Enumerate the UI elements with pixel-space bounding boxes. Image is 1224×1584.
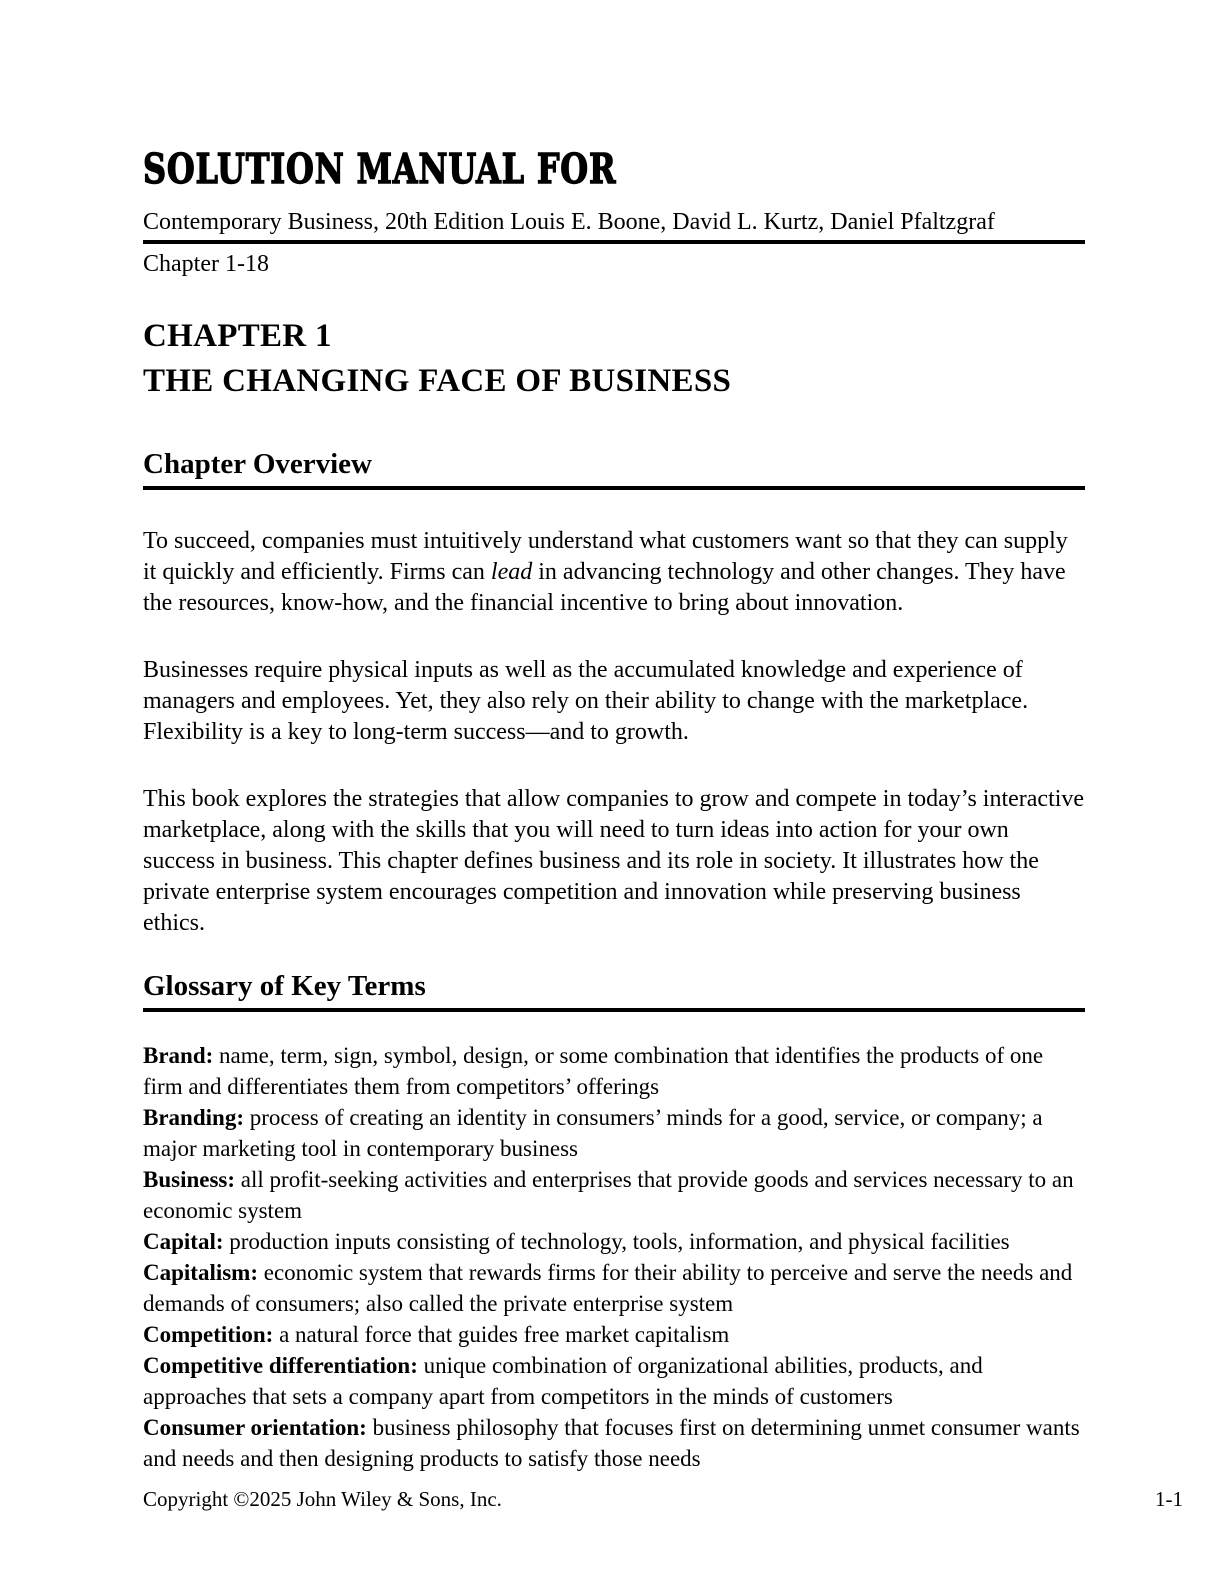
solution-manual-title-text: SOLUTION MANUAL FOR <box>143 145 617 193</box>
glossary-definition: name, term, sign, symbol, design, or some combination that identifies the products of one firm and differentiates them from competitors’ offerings <box>143 1043 1044 1099</box>
glossary-term: Capital: <box>143 1229 224 1254</box>
glossary-definition: production inputs consisting of technology, tools, information, and physical facilities <box>223 1229 1010 1254</box>
glossary-entry <box>143 1226 1085 1257</box>
chapter-title-line: THE CHANGING FACE OF BUSINESS <box>143 363 732 399</box>
glossary-term: Consumer orientation: <box>143 1415 367 1440</box>
glossary-definition: unique combination of organizational abilities, products, and approaches that sets a company apart from competitors in the minds of customers <box>143 1353 983 1409</box>
section-heading-glossary: Glossary of Key Terms <box>143 970 1085 1012</box>
book-title-line: Contemporary Business, 20th Edition Louis E. Boone, David L. Kurtz, Daniel Pfaltzgraf <box>143 209 995 235</box>
glossary-definition: economic system that rewards firms for their ability to perceive and serve the needs and demands of consumers; also called the private enterprise system <box>143 1260 1073 1316</box>
header-divider <box>143 240 1085 244</box>
overview-paragraph-3: This book explores the strategies that allow companies to grow and compete in today’s interactive marketplace, along with the skills that you will need to turn ideas into action for your own success in business. This chapter defines business and its role in society. It illustrates how the private enterprise system encourages competition and innovation while preserving business ethics. <box>143 786 1085 936</box>
glossary-definition: business philosophy that focuses first on determining unmet consumer wants and needs and then designing products to satisfy those needs <box>143 1415 1080 1471</box>
chapter-range-line: Chapter 1-18 <box>143 251 269 277</box>
copyright-text: Copyright ©2025 John Wiley & Sons, Inc. <box>143 1487 502 1511</box>
glossary-term: Business: <box>143 1167 236 1192</box>
section-heading-chapter-overview: Chapter Overview <box>143 448 1085 490</box>
glossary-entry <box>143 1040 1085 1102</box>
glossary-entry <box>143 1164 1085 1226</box>
glossary-term: Brand: <box>143 1043 214 1068</box>
glossary-term: Competitive differentiation: <box>143 1353 418 1378</box>
glossary-entry <box>143 1319 1085 1350</box>
glossary-definition: all profit-seeking activities and enterprises that provide goods and services necessary to an economic system <box>143 1167 1074 1223</box>
glossary-definition: process of creating an identity in consumers’ minds for a good, service, or company; a major marketing tool in contemporary business <box>143 1105 1043 1161</box>
glossary-term: Branding: <box>143 1105 244 1130</box>
page-footer <box>143 1486 1183 1512</box>
glossary-term: Capitalism: <box>143 1260 258 1285</box>
overview-paragraph-1 <box>143 526 1085 619</box>
glossary-entry <box>143 1350 1085 1412</box>
chapter-heading <box>143 314 1085 404</box>
glossary-list <box>143 1040 1085 1474</box>
overview-paragraph-1-italic-word: lead <box>490 559 533 585</box>
overview-paragraph-2: Businesses require physical inputs as well as the accumulated knowledge and experience of managers and employees. Yet, they also rely on their ability to change with the marketplace. Flexibility is a key to long-term success—and to growth. <box>143 657 1029 745</box>
chapter-number-line: CHAPTER 1 <box>143 318 332 354</box>
overview-paragraph-1-before: To succeed, companies must intuitively understand what customers want so that they can supply it quickly and efficiently. Firms can <box>143 528 1068 585</box>
page-content <box>143 0 1085 1474</box>
page-number: 1-1 <box>1155 1487 1183 1511</box>
glossary-definition: a natural force that guides free market capitalism <box>273 1322 730 1347</box>
glossary-term: Competition: <box>143 1322 274 1347</box>
overview-paragraph-1-after: in advancing technology and other changes. They have the resources, know-how, and the financial incentive to bring about innovation. <box>143 559 1066 616</box>
solution-manual-title <box>143 146 1085 202</box>
glossary-entry <box>143 1412 1085 1474</box>
glossary-entry <box>143 1257 1085 1319</box>
glossary-entry <box>143 1102 1085 1164</box>
